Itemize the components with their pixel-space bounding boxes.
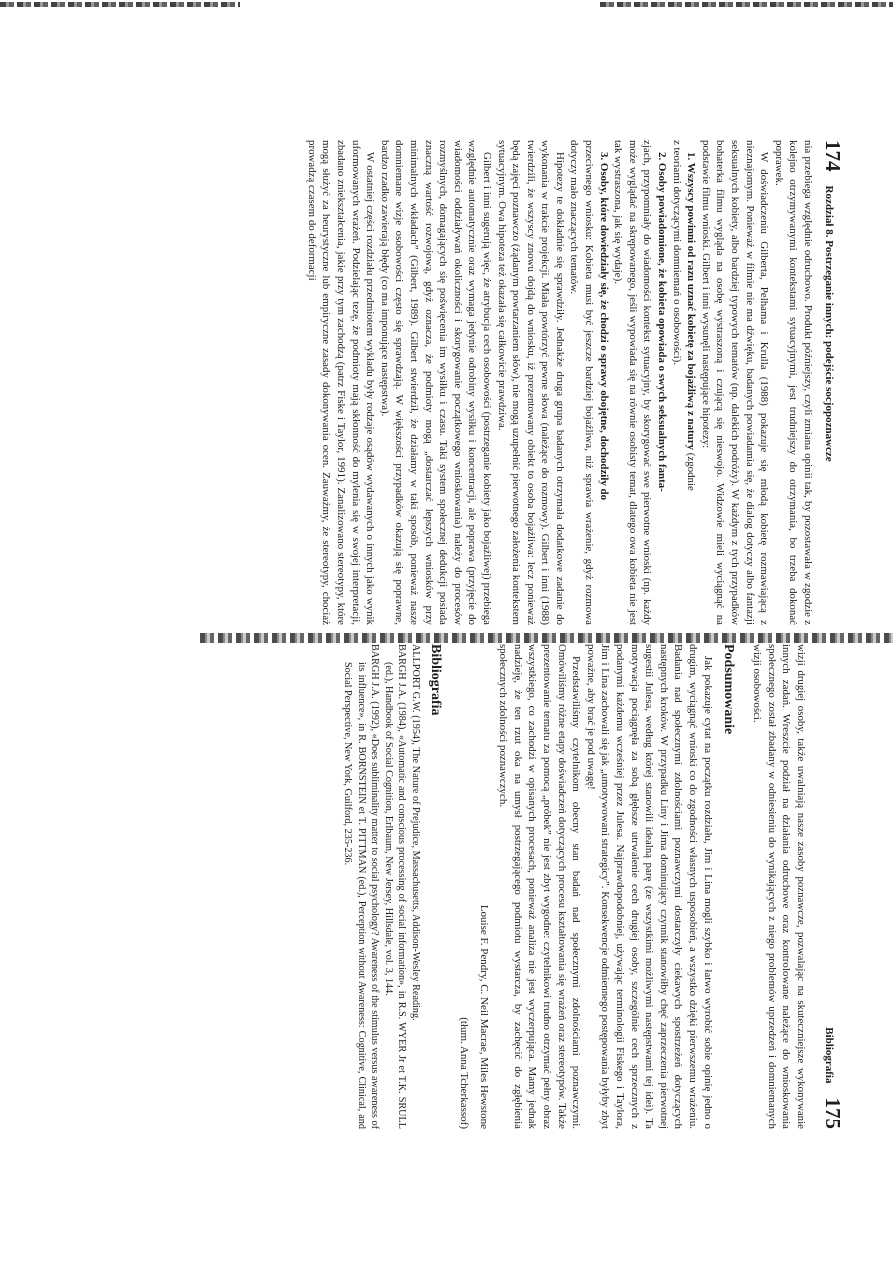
- hypothesis-2-bold: Osoby powiadomione, że kobieta opowiada o swych seksualnych fanta-: [656, 162, 669, 492]
- hypothesis-1: [684, 140, 699, 625]
- scan-top-edge-left: [0, 2, 240, 7]
- paragraph: Hipotezy te dokładnie się sprawdziły. Jednakże druga grupa badanych otrzymała dodatkowe zadanie do wykonania w trakcie projekcji. Miała powtórzyć pewne słowa (należące do rozmowy). Gilbert i inni (1988) twierdzili, że wszyscy znowu dojdą do wniosku, iż prezentowany obiekt to osoba bojaźliwa: lecz ponieważ będą zajęci poznawczo (żądanym powtarzaniem słów), nie mogą uzupełnić pierwotnego założenia kontekstem sytuacyjnym. Owa hipoteza też okazała się całkowicie prawdziwa.: [495, 140, 566, 625]
- spine-gutter: [200, 633, 893, 643]
- right-page-header: [820, 644, 845, 1129]
- running-head-right: Bibliografia: [823, 1027, 835, 1084]
- hypothesis-3: [596, 140, 611, 625]
- paragraph: zjach, przypomniały do wiadomości kontekst sytuacyjny, by skorygować swe pierwotne wnioski (np. każdy może wyglądać na skrępowanego, jeśli wypowiada się na równie osobisty temat, dlatego owa kobieta nie jest tak wystraszona, jak się wydaje).: [612, 140, 654, 625]
- paragraph: Przedstawiliśmy czytelnikom obecny stan badań nad społecznymi zdolnościami poznawczymi. Omówiliśmy różne etapy doświadczeń dotyczących procesu kształtowania się wrażeń oraz stereotypów. Także prezentowanie tematu za pomocą „próbek” nie jest zbyt wygodne: czytelnikowi trudno otrzymać pełny obraz wszystkiego, co zachodzi w opisanych procesach, ponieważ analiza nie jest wyczerpująca. Mamy jednak nadzieję, że ten rzut oka na umysł postrzegającego podmiotu wystarcza, by zachęcić do zgłębienia społecznych zdolności poznawczych.: [497, 644, 583, 1129]
- hypothesis-1-bold: Wszyscy powinni od razu uznać kobietę za bojaźliwą z natury: [685, 162, 698, 450]
- left-page-header: [820, 140, 845, 625]
- authors: Louise F. Pendry, C. Neil Macrae, Miles Hewstone: [477, 904, 490, 1129]
- paragraph: nia przebiega względnie odruchowo. Produkt późniejszy, czyli zmiana opinii tak, by pozostawała w zgodzie z kolejno otrzymywanymi kontekstami sytuacyjnymi, jest trudniejszy do otrzymania, bo trzeba dokonać poprawek.: [772, 140, 814, 625]
- scan-top-edge-right: [600, 2, 893, 7]
- hypothesis-1-number: 1.: [685, 152, 698, 161]
- left-page: [304, 140, 845, 625]
- page-number-left: 174: [821, 140, 845, 172]
- paragraph: W ostatniej części rozdziału przedmiotem wykładu były rodzaje osądów wydawanych o innych jako wynik uformowanych wrażeń. Podzielając tezę, że podmioty mają skłonność do mylenia się w swojej interpretacji, zbadano zniekształcenia, jakie przy tym zachodzą (patrz Fiske i Taylor, 1991). Zanalizowano stereotypy, które mogą służyć za heurystyczne lub empiryczne zasady dokonywania ocen. Zauważmy, że stereotypy, chociaż prowadzą czasem do deformacji: [305, 140, 377, 625]
- paragraph: Gilbert i inni sugerują więc, że atrybucja cech osobowości (postrzeganie kobiety jako bojaźliwej) przebiega względnie automatycznie oraz wymaga jedynie odrobiny wysiłku i koncentracji, ale poprawa (przyjęcie do wiadomości oddziaływań okoliczności i skorygowanie początkowego wnioskowania) należy do procesów rozmyślnych, domagających się poświęcenia im wysiłku i czasu. Taki system społecznej dedukcji posiada znaczną wartość rozwojową, gdyż oznacza, że podmioty mogą „dostarczać lepszych wniosków przy minimalnych wkładach” (Gilbert, 1989). Gilbert stwierdził, że działamy w taki sposób, ponieważ nasze domniemane wizje osobowości często się sprawdzają. W większości przypadków okazują się poprawne, bardzo rzadko zawierają błędy (co ma imponujące następstwa).: [378, 140, 493, 625]
- page-number-right: 175: [821, 1097, 845, 1129]
- hypothesis-2-number: 2.: [656, 152, 669, 161]
- right-page: [341, 644, 845, 1129]
- paragraph: Jak pokazuje cytat na początku rozdziału, Jim i Lina mogli szybko i łatwo wyrobić sobie opinię jedno o drugim, wyciągnąć wnioski co do zgodności własnych usposobień, a wszystko dzięki pierwszemu wrażeniu. Badania nad społecznymi zdolnościami poznawczymi dostarczyły ciekawych spostrzeżeń dotyczących następnych kroków. W przypadku Liny i Jima dominujący czynnik stanowiłby chęć zaprzeczenia pierwotnej sugestii Julesa, według której stanowili idealną parę (ze wszystkimi możliwymi następstwami tej idei). Ta motywacja pociągnęła za sobą głębsze utrwalenie cech drugiej osoby, szczególnie cech sprzecznych z podanymi każdemu wcześniej przez Julesa. Najprawdopodobniej, używając terminologii Fiskego i Taylora, Jim i Lina zachowali się jak „umotywowani strategicy”. Konsekwencje odmiennego postępowania byłyby zbyt poważne, aby brać je pod uwagę!: [584, 644, 714, 1129]
- hypothesis-1-rest: (zgodnie: [685, 452, 698, 491]
- running-head-left: Rozdział 8. Postrzeganie innych: podejście socjopoznawcze: [823, 185, 835, 462]
- hypothesis-2: [654, 140, 669, 625]
- paragraph: wizji drugiej osoby, także uwalniają nasze zasoby poznawcze, pozwalając na skuteczniejsze wykonywanie innych zadań. Wreszcie podział na działania odruchowe oraz kontrolowane należące do wnioskowania społecznego został zbadany w odniesieniu do wynikających z niego problemów uprzedzeń i domniemanych wizji osobowości.: [751, 644, 807, 1129]
- paragraph: z teoriami dotyczącymi domniemań o osobowości).: [670, 140, 683, 366]
- hypothesis-3-number: 3.: [597, 152, 610, 161]
- reference-entry: BARGH J.A. (1992), «Does subliminality matter to social psychology? Awareness of the stimulus versus awareness of its influence», in R. BORNSTEIN et T. PITTMAN (ed.), Perception without Awareness: Cognitive, Clinical, and Social Perspective, New York, Guilford, 235-236.: [342, 644, 381, 1129]
- paragraph: W doświadczeniu Gilberta, Pelhama i Krulla (1988) pokazuje się młodą kobietę rozmawiającą z nieznajomym. Ponieważ w filmie nie ma dźwięku, badanych powiadamia się, że dialog dotyczy albo fantazji seksualnych kobiety, albo bardziej typowych tematów (np. dalekich podróży). W każdym z tych przypadków bohaterka filmu wygląda na osobę wystraszoną i czującą się nieswojo. Widzowie mieli wyciągnąć na podstawie filmu wnioski. Gilbert i inni wysunęli następujące hipotezy:: [699, 140, 771, 625]
- bibliography-heading: Bibliografia: [427, 644, 443, 716]
- paragraph: przeciwnego wniosku: Kobieta musi być jeszcze bardziej bojaźliwa, niż sprawia wrażenie, gdyż rozmowa dotyczy mało znaczących tematów.: [568, 140, 596, 625]
- reference-entry: BARGH J.A. (1984), «Automatic and conscious processing of social information», in R.S. WYER Jr et T.K. SRULL (ed.), Handbook of Social Cognition, Erlbaum, New Jersey, Hillsdale, vol. 3, 144.: [382, 644, 408, 1129]
- reference-entry: ALLPORT G.W. (1954), The Nature of Prejudice, Massachusetts, Addison-Wesley Reading.: [409, 644, 421, 1021]
- summary-heading: Podsumowanie: [720, 644, 736, 735]
- hypothesis-3-bold: Osoby, które dowiedziały się, że chodzi o sprawy obojętne, dochodziły do: [597, 162, 610, 501]
- translator: (tłum. Anna Tcherkassof): [458, 1017, 471, 1129]
